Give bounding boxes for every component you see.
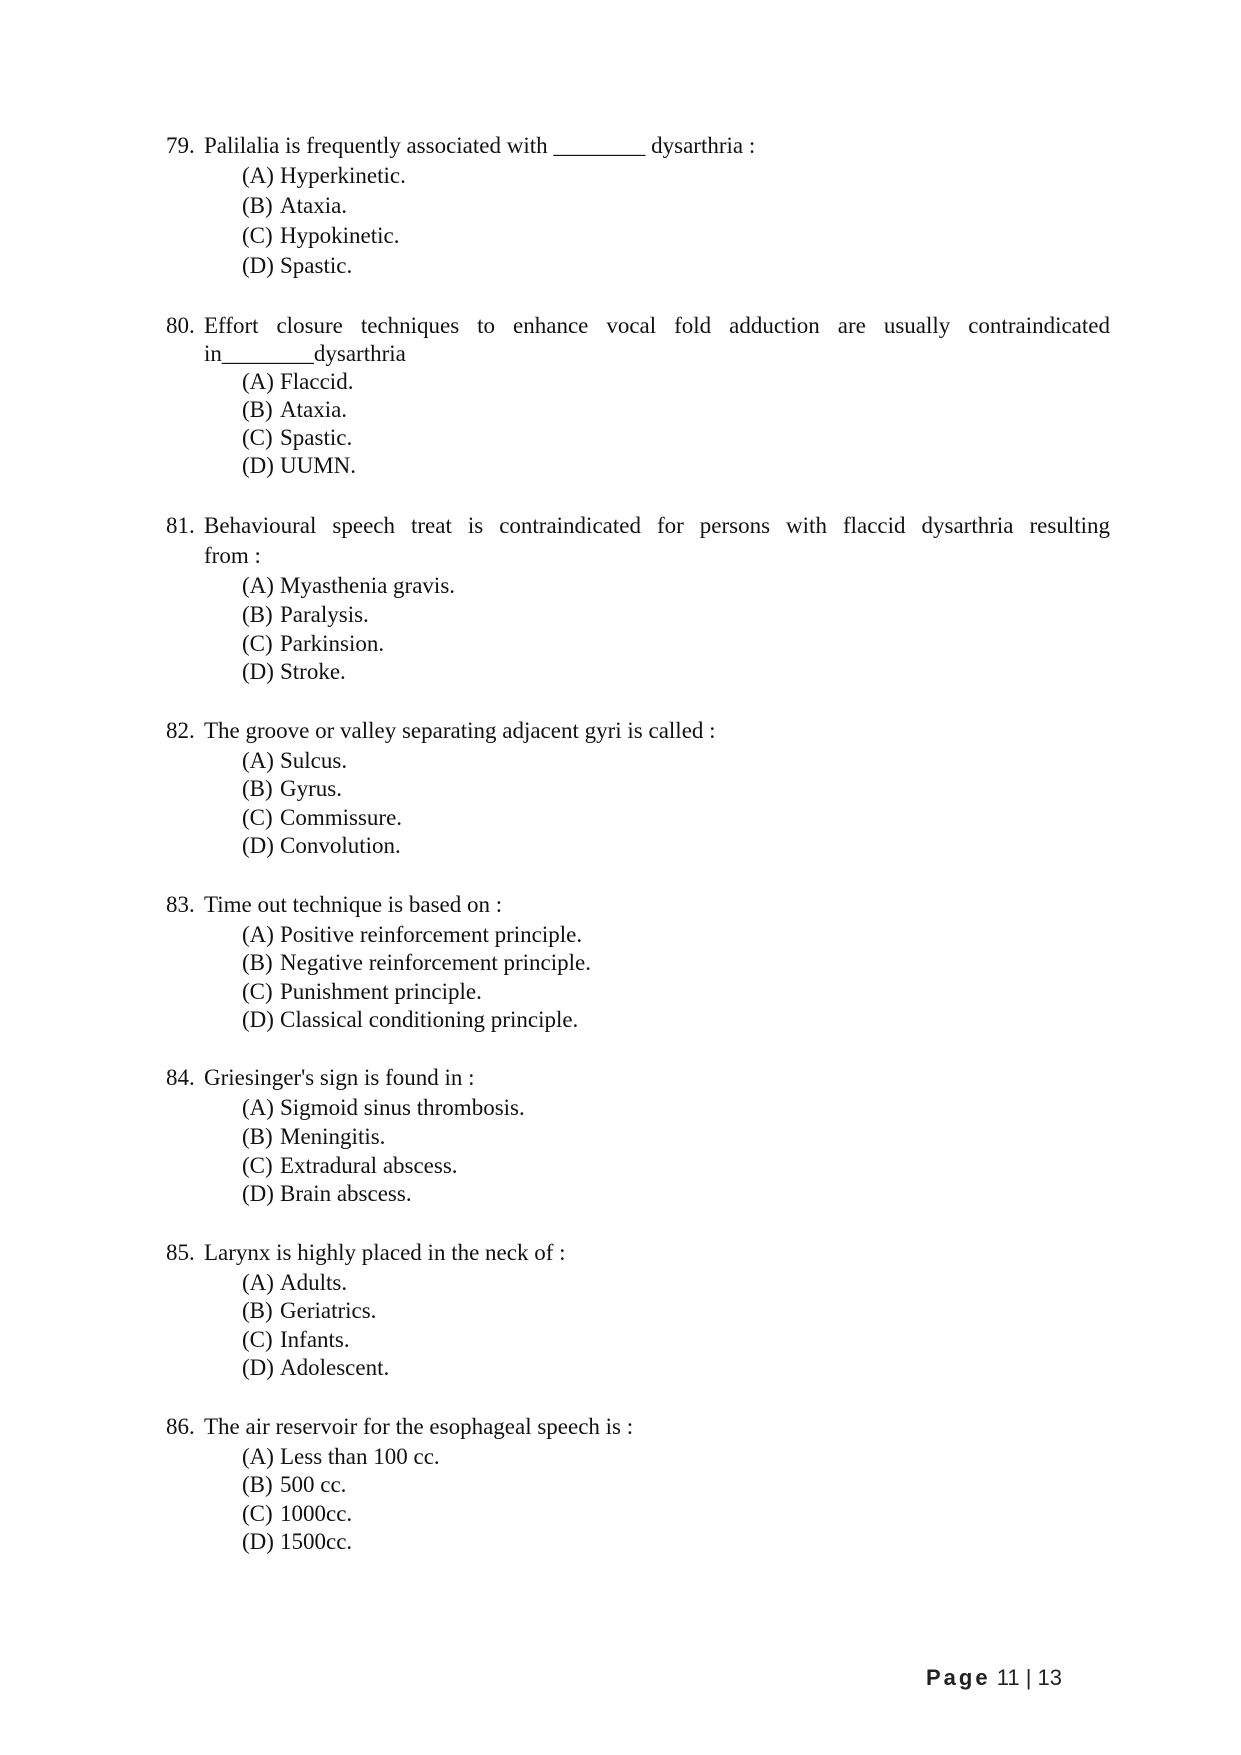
option-a (242, 747, 347, 775)
option-letter: (B) (242, 193, 273, 218)
question-number: 79. (166, 133, 195, 158)
option-letter: (A) (242, 163, 274, 188)
option-text: Myasthenia gravis. (280, 573, 456, 598)
question-number: 83. (166, 892, 195, 917)
option-b (242, 396, 347, 424)
page-footer (926, 1665, 1062, 1691)
question-stem (166, 132, 755, 160)
option-letter: (D) (242, 1181, 274, 1206)
option-text: Gyrus. (280, 776, 342, 801)
question-number: 81. (166, 513, 195, 538)
option-text: 500 cc. (280, 1472, 347, 1497)
option-letter: (B) (242, 950, 273, 975)
option-text: Ataxia. (280, 193, 348, 218)
option-text: Adolescent. (280, 1355, 390, 1380)
option-d (242, 1528, 352, 1556)
option-b (242, 1123, 385, 1151)
option-text: UUMN. (280, 453, 357, 478)
option-text: Infants. (280, 1327, 350, 1352)
current-page: 11 (996, 1665, 1020, 1690)
option-a (242, 1269, 347, 1297)
option-text: Classical conditioning principle. (280, 1007, 579, 1032)
option-a (242, 368, 353, 396)
question-number: 86. (166, 1414, 195, 1439)
option-letter: (D) (242, 1529, 274, 1554)
option-text: Extradural abscess. (280, 1153, 458, 1178)
option-d (242, 252, 352, 280)
option-letter: (C) (242, 805, 273, 830)
question-stem (166, 717, 716, 745)
page-label: Page (926, 1665, 991, 1690)
option-d (242, 832, 401, 860)
option-b (242, 775, 342, 803)
option-letter: (A) (242, 369, 274, 394)
option-letter: (B) (242, 602, 273, 627)
option-letter: (C) (242, 1501, 273, 1526)
option-letter: (D) (242, 453, 274, 478)
option-text: Sulcus. (280, 748, 348, 773)
option-letter: (C) (242, 1327, 273, 1352)
option-d (242, 1180, 412, 1208)
option-letter: (B) (242, 1298, 273, 1323)
page-separator: | (1025, 1665, 1032, 1690)
option-a (242, 921, 582, 949)
option-d (242, 452, 356, 480)
question-text: Larynx is highly placed in the neck of : (204, 1240, 566, 1265)
option-text: 1500cc. (280, 1529, 353, 1554)
option-text: Commissure. (280, 805, 403, 830)
option-c (242, 222, 399, 250)
question-number: 80. (166, 313, 195, 338)
option-text: Negative reinforcement principle. (280, 950, 591, 975)
option-d (242, 658, 346, 686)
option-letter: (A) (242, 1444, 274, 1469)
question-text-line-2: from : (204, 543, 261, 568)
option-text: Less than 100 cc. (280, 1444, 440, 1469)
option-letter: (B) (242, 776, 273, 801)
option-letter: (C) (242, 631, 273, 656)
option-letter: (A) (242, 922, 274, 947)
option-letter: (D) (242, 1007, 274, 1032)
option-text: Spastic. (280, 425, 353, 450)
question-stem (166, 891, 502, 919)
question-text: The air reservoir for the esophageal speech is : (204, 1414, 634, 1439)
option-a (242, 1094, 525, 1122)
question-stem (166, 1413, 633, 1441)
option-text: Punishment principle. (280, 979, 482, 1004)
option-letter: (D) (242, 1355, 274, 1380)
option-d (242, 1354, 389, 1382)
option-c (242, 424, 352, 452)
question-text: The groove or valley separating adjacent gyri is called : (204, 718, 716, 743)
question-number: 85. (166, 1240, 195, 1265)
question-text: Palilalia is frequently associated with ________ dysarthria : (204, 133, 756, 158)
option-letter: (B) (242, 1472, 273, 1497)
option-b (242, 1297, 376, 1325)
option-letter: (A) (242, 573, 274, 598)
option-letter: (D) (242, 659, 274, 684)
option-letter: (D) (242, 253, 274, 278)
option-c (242, 978, 482, 1006)
option-b (242, 1471, 346, 1499)
option-b (242, 601, 369, 629)
option-a (242, 1443, 440, 1471)
option-letter: (C) (242, 425, 273, 450)
question-stem (166, 1064, 475, 1092)
option-letter: (A) (242, 1270, 274, 1295)
option-b (242, 192, 347, 220)
total-pages: 13 (1037, 1665, 1063, 1690)
option-c (242, 1500, 352, 1528)
option-text: Positive reinforcement principle. (280, 922, 583, 947)
option-letter: (B) (242, 397, 273, 422)
option-text: Ataxia. (280, 397, 348, 422)
option-a (242, 572, 455, 600)
option-text: Meningitis. (280, 1124, 386, 1149)
option-letter: (C) (242, 979, 273, 1004)
option-letter: (A) (242, 748, 274, 773)
option-text: Convolution. (280, 833, 401, 858)
option-text: Stroke. (280, 659, 346, 684)
option-text: Hyperkinetic. (280, 163, 406, 188)
question-number: 82. (166, 718, 195, 743)
question-number-line (166, 312, 204, 340)
question-text: Time out technique is based on : (204, 892, 503, 917)
option-d (242, 1006, 578, 1034)
option-letter: (B) (242, 1124, 273, 1149)
option-text: Flaccid. (280, 369, 354, 394)
option-text: Parkinsion. (280, 631, 385, 656)
option-letter: (C) (242, 1153, 273, 1178)
option-c (242, 804, 402, 832)
option-text: 1000cc. (280, 1501, 353, 1526)
option-a (242, 162, 406, 190)
option-c (242, 1326, 350, 1354)
option-text: Hypokinetic. (280, 223, 400, 248)
option-text: Brain abscess. (280, 1181, 412, 1206)
question-stem (166, 1239, 566, 1267)
question-number-line (166, 512, 204, 540)
option-text: Geriatrics. (280, 1298, 377, 1323)
option-b (242, 949, 591, 977)
question-number: 84. (166, 1065, 195, 1090)
option-text: Paralysis. (280, 602, 369, 627)
option-letter: (A) (242, 1095, 274, 1120)
question-text-line-1: Behavioural speech treat is contraindicated for persons with flaccid dysarthria resulting (204, 513, 1110, 538)
option-letter: (D) (242, 833, 274, 858)
question-text-line-2: in________dysarthria (204, 341, 406, 366)
option-letter: (C) (242, 223, 273, 248)
question-text-line-1: Effort closure techniques to enhance vocal fold adduction are usually contraindicated (204, 313, 1110, 338)
option-text: Spastic. (280, 253, 353, 278)
question-text: Griesinger's sign is found in : (204, 1065, 475, 1090)
option-text: Adults. (280, 1270, 348, 1295)
option-c (242, 630, 384, 658)
option-c (242, 1152, 458, 1180)
option-text: Sigmoid sinus thrombosis. (280, 1095, 525, 1120)
